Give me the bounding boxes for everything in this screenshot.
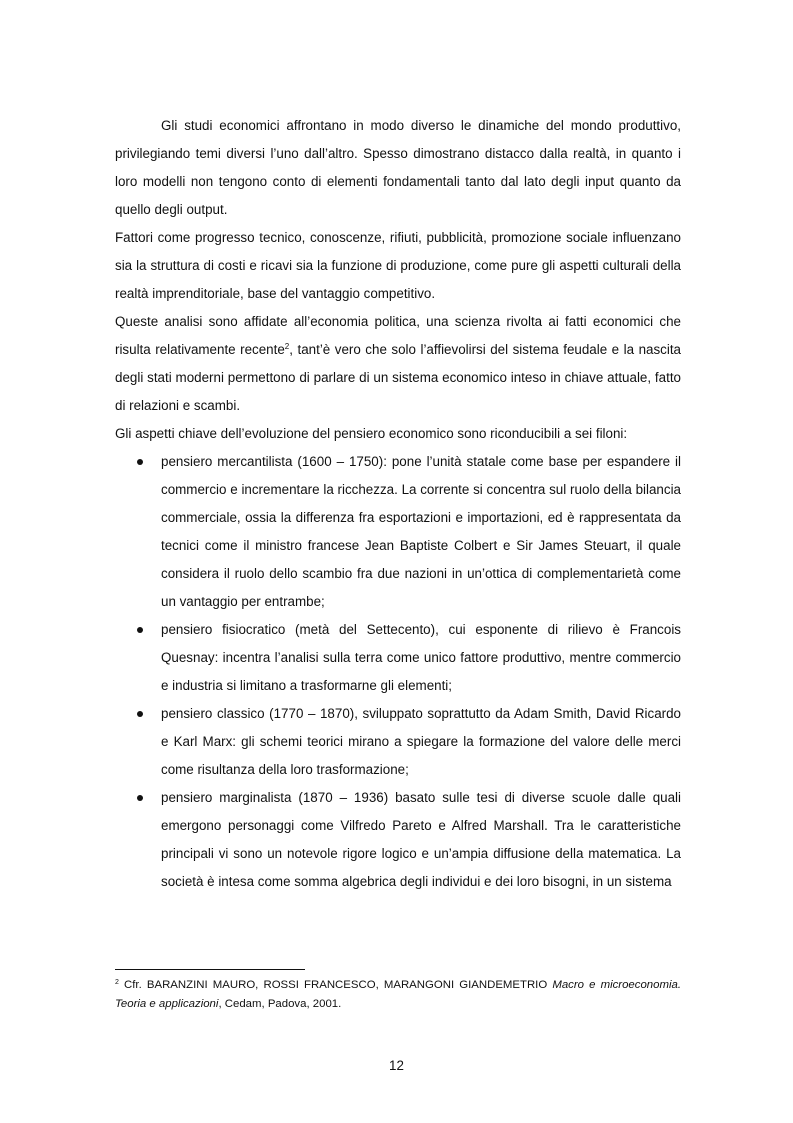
paragraph-1: Gli studi economici affrontano in modo diverso le dinamiche del mondo produttivo, privilegiando temi diversi l’uno dall’altro. Spesso dimostrano distacco dalla realtà, in quanto i loro modelli non tengono conto di elementi fondamentali tanto dal lato degli input quanto da quello degli output.	[115, 118, 681, 217]
bullet-icon	[137, 627, 143, 633]
list-item-text: pensiero mercantilista (1600 – 1750): pone l’unità statale come base per espandere il commercio e incrementare la ricchezza. La corrente si concentra sul ruolo della bilancia commerciale, ossia la differenza fra esportazioni e importazioni, ed è rappresentata da tecnici come il ministro francese Jean Baptiste Colbert e Sir James Steuart, il quale considera il ruolo dello scambio fra due nazioni in un’ottica di complementarietà come un vantaggio per entrambe;	[161, 454, 681, 609]
list-item	[115, 616, 681, 700]
page-number: 12	[389, 1058, 404, 1073]
list-item	[115, 448, 681, 616]
paragraph-3-part-2: , tant’è vero che solo l’affievolirsi del sistema feudale e la nascita degli stati moderni permettono di parlare di un sistema economico inteso in chiave attuale, fatto di relazioni e scambi.	[115, 342, 682, 413]
footnote-text-2: , Cedam, Padova, 2001.	[218, 998, 342, 1010]
footnote-text-1: Cfr. BARANZINI MAURO, ROSSI FRANCESCO, MARANGONI GIANDEMETRIO	[118, 979, 553, 991]
list-item	[115, 784, 681, 896]
footnote-reference[interactable]: 2	[284, 342, 290, 351]
bullet-list	[115, 448, 681, 896]
footnote-divider	[115, 969, 305, 970]
footnote-number: 2	[115, 979, 119, 986]
paragraph-2: Fattori come progresso tecnico, conoscenze, rifiuti, pubblicità, promozione sociale influenzano sia la struttura di costi e ricavi sia la funzione di produzione, come pure gli aspetti culturali della realtà imprenditoriale, base del vantaggio competitivo.	[115, 230, 681, 301]
paragraph-3	[115, 308, 681, 420]
footnote-book-title: Macro e microeconomia. Teoria e applicazioni	[115, 979, 681, 1010]
body-text	[115, 112, 681, 896]
bullet-icon	[137, 795, 143, 801]
bullet-icon	[137, 711, 143, 717]
list-item-text: pensiero classico (1770 – 1870), sviluppato soprattutto da Adam Smith, David Ricardo e Karl Marx: gli schemi teorici mirano a spiegare la formazione del valore delle merci come risultanza della loro trasformazione;	[161, 706, 681, 777]
paragraph-3-part-1: Queste analisi sono affidate all’economia politica, una scienza rivolta ai fatti economici che risulta relativamente recente	[115, 314, 681, 357]
paragraph-4: Gli aspetti chiave dell’evoluzione del pensiero economico sono riconducibili a sei filoni:	[115, 426, 628, 441]
bullet-icon	[137, 459, 143, 465]
list-item-text: pensiero fisiocratico (metà del Settecento), cui esponente di rilievo è Francois Quesnay: incentra l’analisi sulla terra come unico fattore produttivo, mentre commercio e industria si limitano a trasformarne gli elementi;	[161, 622, 681, 693]
footnote	[115, 976, 681, 1014]
list-item	[115, 700, 681, 784]
list-item-text: pensiero marginalista (1870 – 1936) basato sulle tesi di diverse scuole dalle quali emergono personaggi come Vilfredo Pareto e Alfred Marshall. Tra le caratteristiche principali vi sono un notevole rigore logico e un’ampia diffusione della matematica. La società è intesa come somma algebrica degli individui e dei loro bisogni, in un sistema	[161, 790, 681, 889]
